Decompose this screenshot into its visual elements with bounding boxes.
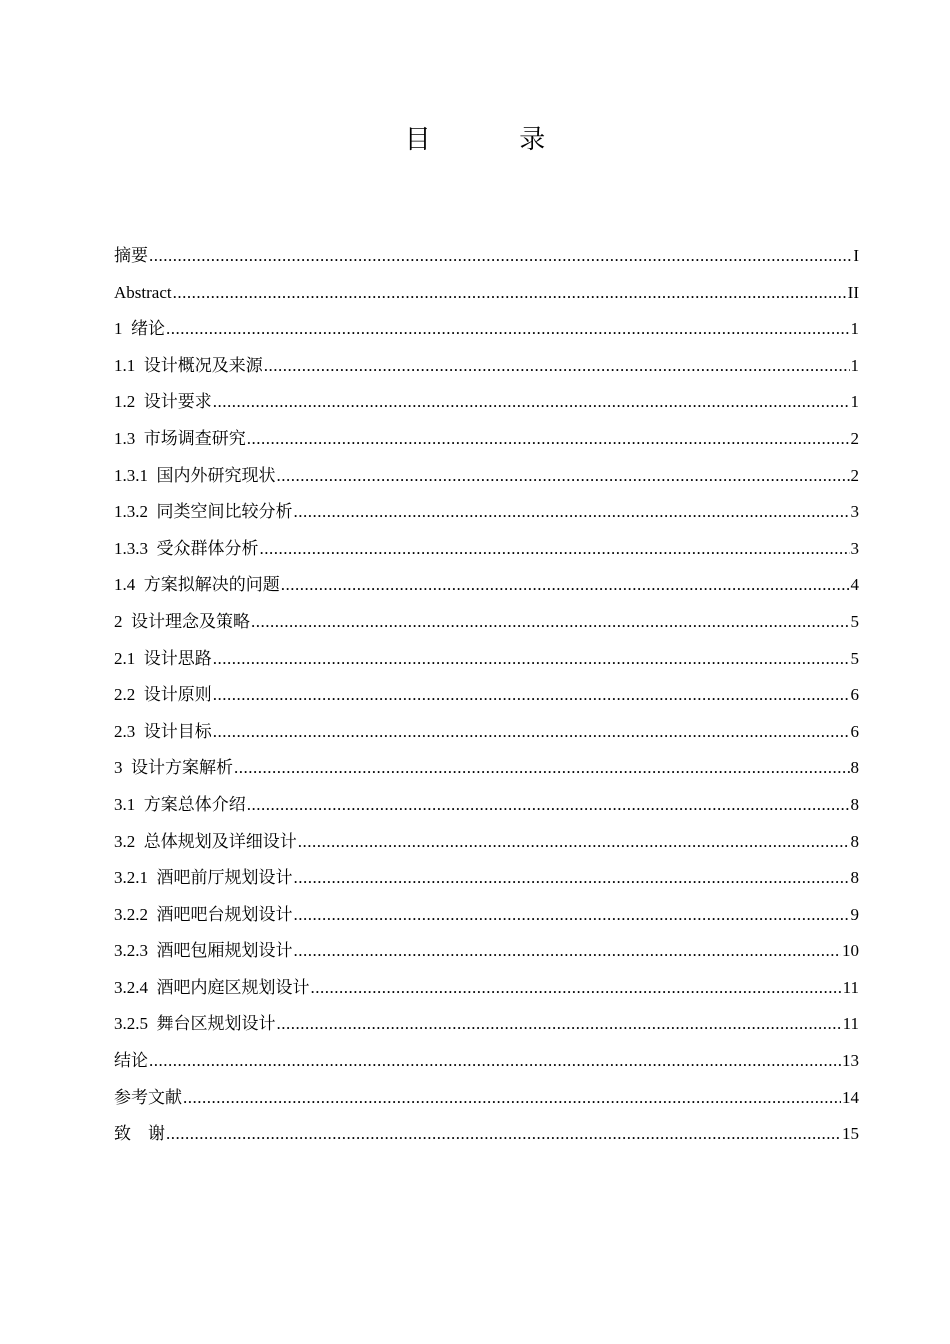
toc-entry-page-number: 13	[842, 1051, 859, 1071]
toc-dot-leader	[264, 348, 850, 385]
toc-entry[interactable]	[114, 421, 859, 458]
toc-entry-label: 2.3 设计目标	[114, 721, 212, 741]
toc-entry-label: 3.1 方案总体介绍	[114, 794, 246, 814]
toc-entry[interactable]	[114, 275, 859, 312]
toc-entry[interactable]	[114, 458, 859, 495]
toc-dot-leader	[213, 714, 850, 751]
toc-entry[interactable]	[114, 1116, 859, 1153]
toc-entry[interactable]	[114, 1006, 859, 1043]
toc-entry-label: 1 绪论	[114, 319, 165, 339]
toc-entry-page-number: I	[853, 246, 859, 265]
toc-entry-label: 结论	[114, 1051, 148, 1071]
toc-entry-page-number: 15	[842, 1124, 859, 1144]
toc-dot-leader	[247, 421, 850, 458]
toc-entry[interactable]	[114, 641, 859, 678]
toc-dot-leader	[294, 860, 850, 897]
toc-entry[interactable]	[114, 1080, 859, 1117]
toc-dot-leader	[260, 531, 850, 568]
toc-entry[interactable]	[114, 384, 859, 421]
toc-entry-page-number: 1	[850, 319, 859, 339]
toc-entry[interactable]	[114, 567, 859, 604]
toc-entry-label: 3.2.4 酒吧内庭区规划设计	[114, 977, 310, 997]
toc-entry-label: 3.2.5 舞台区规划设计	[114, 1014, 276, 1034]
toc-dot-leader	[251, 604, 850, 641]
toc-entry-label: 2 设计理念及策略	[114, 611, 250, 631]
toc-entry-page-number: 3	[850, 502, 859, 522]
toc-dot-leader	[311, 970, 842, 1007]
toc-entry-label: 3.2.2 酒吧吧台规划设计	[114, 904, 293, 924]
toc-entry[interactable]	[114, 677, 859, 714]
toc-entry-page-number: 6	[850, 721, 859, 741]
toc-entry-label: 致 谢	[114, 1124, 165, 1144]
toc-entry-label: Abstract	[114, 282, 172, 302]
toc-dot-leader	[277, 458, 850, 495]
toc-dot-leader	[281, 567, 850, 604]
toc-entry-page-number: 2	[850, 428, 859, 448]
toc-entry-label: 3.2 总体规划及详细设计	[114, 831, 297, 851]
toc-dot-leader	[234, 750, 850, 787]
toc-entry[interactable]	[114, 897, 859, 934]
toc-entry-page-number: 8	[850, 794, 859, 814]
toc-entry-page-number: 1	[850, 392, 859, 412]
toc-entry[interactable]	[114, 750, 859, 787]
toc-entry-label: 1.4 方案拟解决的问题	[114, 575, 280, 595]
toc-list	[114, 238, 859, 1153]
toc-entry-page-number: 5	[850, 611, 859, 631]
toc-dot-leader	[213, 641, 850, 678]
toc-entry-label: 1.1 设计概况及来源	[114, 355, 263, 375]
toc-entry[interactable]	[114, 348, 859, 385]
toc-entry-page-number: 2	[850, 465, 859, 485]
toc-entry-label: 3.2.1 酒吧前厅规划设计	[114, 868, 293, 888]
toc-entry-page-number: 11	[842, 977, 859, 997]
toc-entry-page-number: 6	[850, 685, 859, 705]
toc-title: 目 录	[404, 125, 570, 155]
toc-entry[interactable]	[114, 1043, 859, 1080]
toc-entry[interactable]	[114, 714, 859, 751]
toc-entry-label: 2.1 设计思路	[114, 648, 212, 668]
toc-entry-page-number: 1	[850, 355, 859, 375]
toc-dot-leader	[277, 1006, 842, 1043]
toc-entry-page-number: 14	[842, 1087, 859, 1107]
toc-entry[interactable]	[114, 824, 859, 861]
toc-entry-page-number: 9	[850, 904, 859, 924]
toc-entry[interactable]	[114, 970, 859, 1007]
toc-entry-page-number: 8	[850, 758, 859, 778]
toc-dot-leader	[298, 824, 850, 861]
toc-entry-page-number: 10	[842, 941, 859, 961]
toc-entry-label: 2.2 设计原则	[114, 685, 212, 705]
toc-dot-leader	[166, 311, 850, 348]
toc-entry-page-number: 8	[850, 868, 859, 888]
toc-entry-label: 参考文献	[114, 1087, 182, 1107]
toc-entry-label: 1.2 设计要求	[114, 392, 212, 412]
toc-entry-label: 3.2.3 酒吧包厢规划设计	[114, 941, 293, 961]
toc-entry[interactable]	[114, 531, 859, 568]
toc-dot-leader	[294, 897, 850, 934]
toc-entry-page-number: 4	[850, 575, 859, 595]
toc-entry[interactable]	[114, 933, 859, 970]
toc-dot-leader	[294, 933, 842, 970]
toc-entry-page-number: 11	[842, 1014, 859, 1034]
toc-dot-leader	[173, 275, 847, 312]
toc-dot-leader	[294, 494, 850, 531]
toc-entry[interactable]	[114, 787, 859, 824]
toc-entry-page-number: 3	[850, 538, 859, 558]
toc-entry[interactable]	[114, 494, 859, 531]
toc-entry-label: 1.3.1 国内外研究现状	[114, 465, 276, 485]
toc-entry-label: 1.3.2 同类空间比较分析	[114, 502, 293, 522]
toc-entry-page-number: 8	[850, 831, 859, 851]
toc-entry-label: 1.3.3 受众群体分析	[114, 538, 259, 558]
toc-entry-label: 1.3 市场调查研究	[114, 428, 246, 448]
toc-entry-label: 摘要	[114, 246, 148, 265]
toc-entry-page-number: 5	[850, 648, 859, 668]
toc-entry-label: 3 设计方案解析	[114, 758, 233, 778]
toc-dot-leader	[149, 238, 852, 275]
toc-entry-page-number: II	[847, 282, 859, 302]
toc-dot-leader	[166, 1116, 841, 1153]
toc-entry[interactable]	[114, 860, 859, 897]
toc-dot-leader	[183, 1080, 841, 1117]
toc-entry[interactable]	[114, 238, 859, 275]
toc-dot-leader	[213, 384, 850, 421]
toc-dot-leader	[149, 1043, 841, 1080]
toc-dot-leader	[247, 787, 850, 824]
toc-dot-leader	[213, 677, 850, 714]
toc-entry[interactable]	[114, 311, 859, 348]
toc-entry[interactable]	[114, 604, 859, 641]
